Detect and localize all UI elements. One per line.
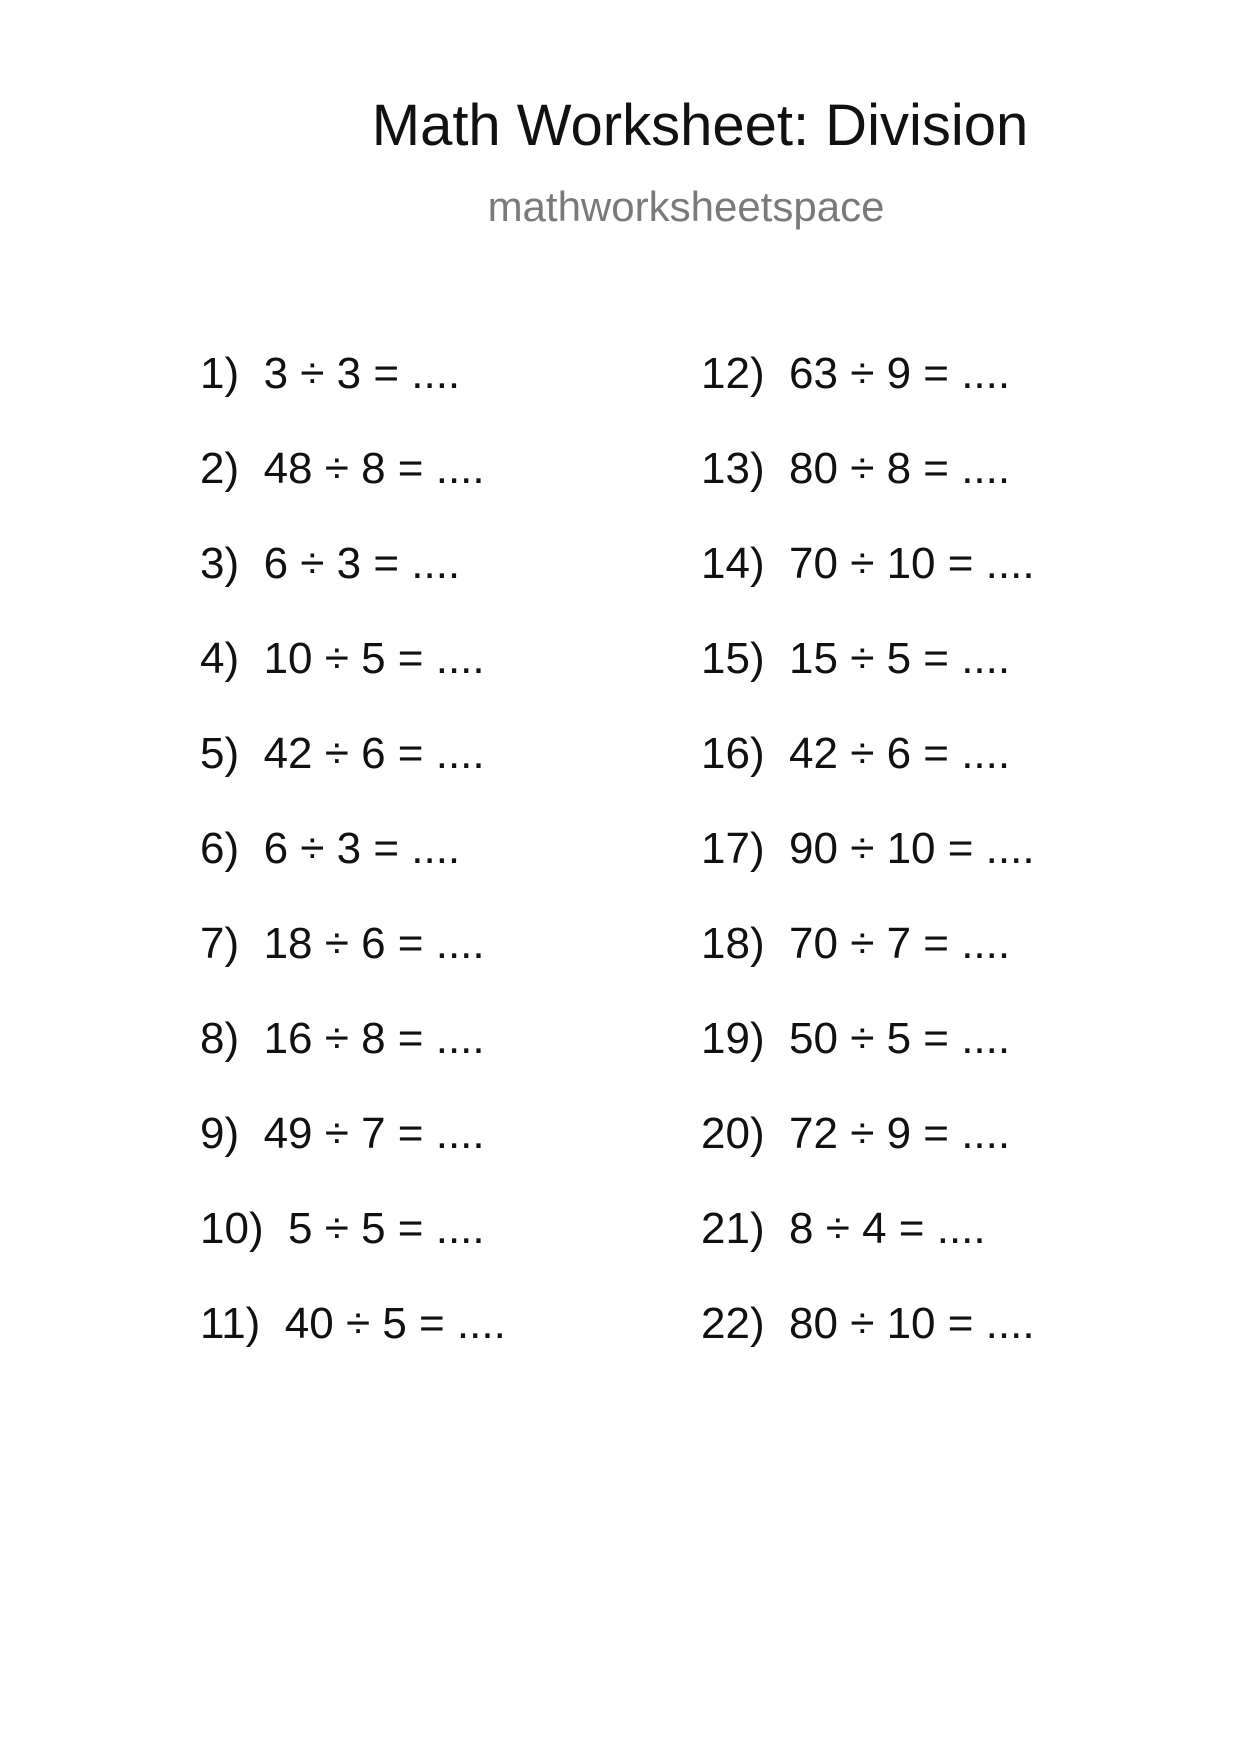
problem-15: 15) 15 ÷ 5 = .... bbox=[701, 634, 1011, 683]
problem-18: 18) 70 ÷ 7 = .... bbox=[701, 919, 1011, 968]
problem-19: 19) 50 ÷ 5 = .... bbox=[701, 1014, 1011, 1063]
worksheet-subtitle: mathworksheetspace bbox=[487, 183, 885, 230]
problem-2: 2) 48 ÷ 8 = .... bbox=[200, 444, 485, 493]
problem-10: 10) 5 ÷ 5 = .... bbox=[200, 1204, 485, 1253]
problem-14: 14) 70 ÷ 10 = .... bbox=[701, 539, 1035, 588]
problem-1: 1) 3 ÷ 3 = .... bbox=[200, 349, 461, 398]
problem-11: 11) 40 ÷ 5 = .... bbox=[200, 1299, 506, 1348]
problem-9: 9) 49 ÷ 7 = .... bbox=[200, 1109, 485, 1158]
problem-8: 8) 16 ÷ 8 = .... bbox=[200, 1014, 485, 1063]
problem-21: 21) 8 ÷ 4 = .... bbox=[701, 1204, 986, 1253]
problem-3: 3) 6 ÷ 3 = .... bbox=[200, 539, 461, 588]
problem-column-right bbox=[701, 348, 1035, 1393]
problem-4: 4) 10 ÷ 5 = .... bbox=[200, 634, 485, 683]
problem-6: 6) 6 ÷ 3 = .... bbox=[200, 824, 461, 873]
worksheet-title: Math Worksheet: Division bbox=[371, 93, 1029, 158]
problem-16: 16) 42 ÷ 6 = .... bbox=[701, 729, 1011, 778]
problem-22: 22) 80 ÷ 10 = .... bbox=[701, 1299, 1035, 1348]
problem-column-left bbox=[200, 348, 506, 1393]
problem-5: 5) 42 ÷ 6 = .... bbox=[200, 729, 485, 778]
problem-7: 7) 18 ÷ 6 = .... bbox=[200, 919, 485, 968]
problem-12: 12) 63 ÷ 9 = .... bbox=[701, 349, 1011, 398]
problem-13: 13) 80 ÷ 8 = .... bbox=[701, 444, 1011, 493]
problem-20: 20) 72 ÷ 9 = .... bbox=[701, 1109, 1011, 1158]
problem-17: 17) 90 ÷ 10 = .... bbox=[701, 824, 1035, 873]
